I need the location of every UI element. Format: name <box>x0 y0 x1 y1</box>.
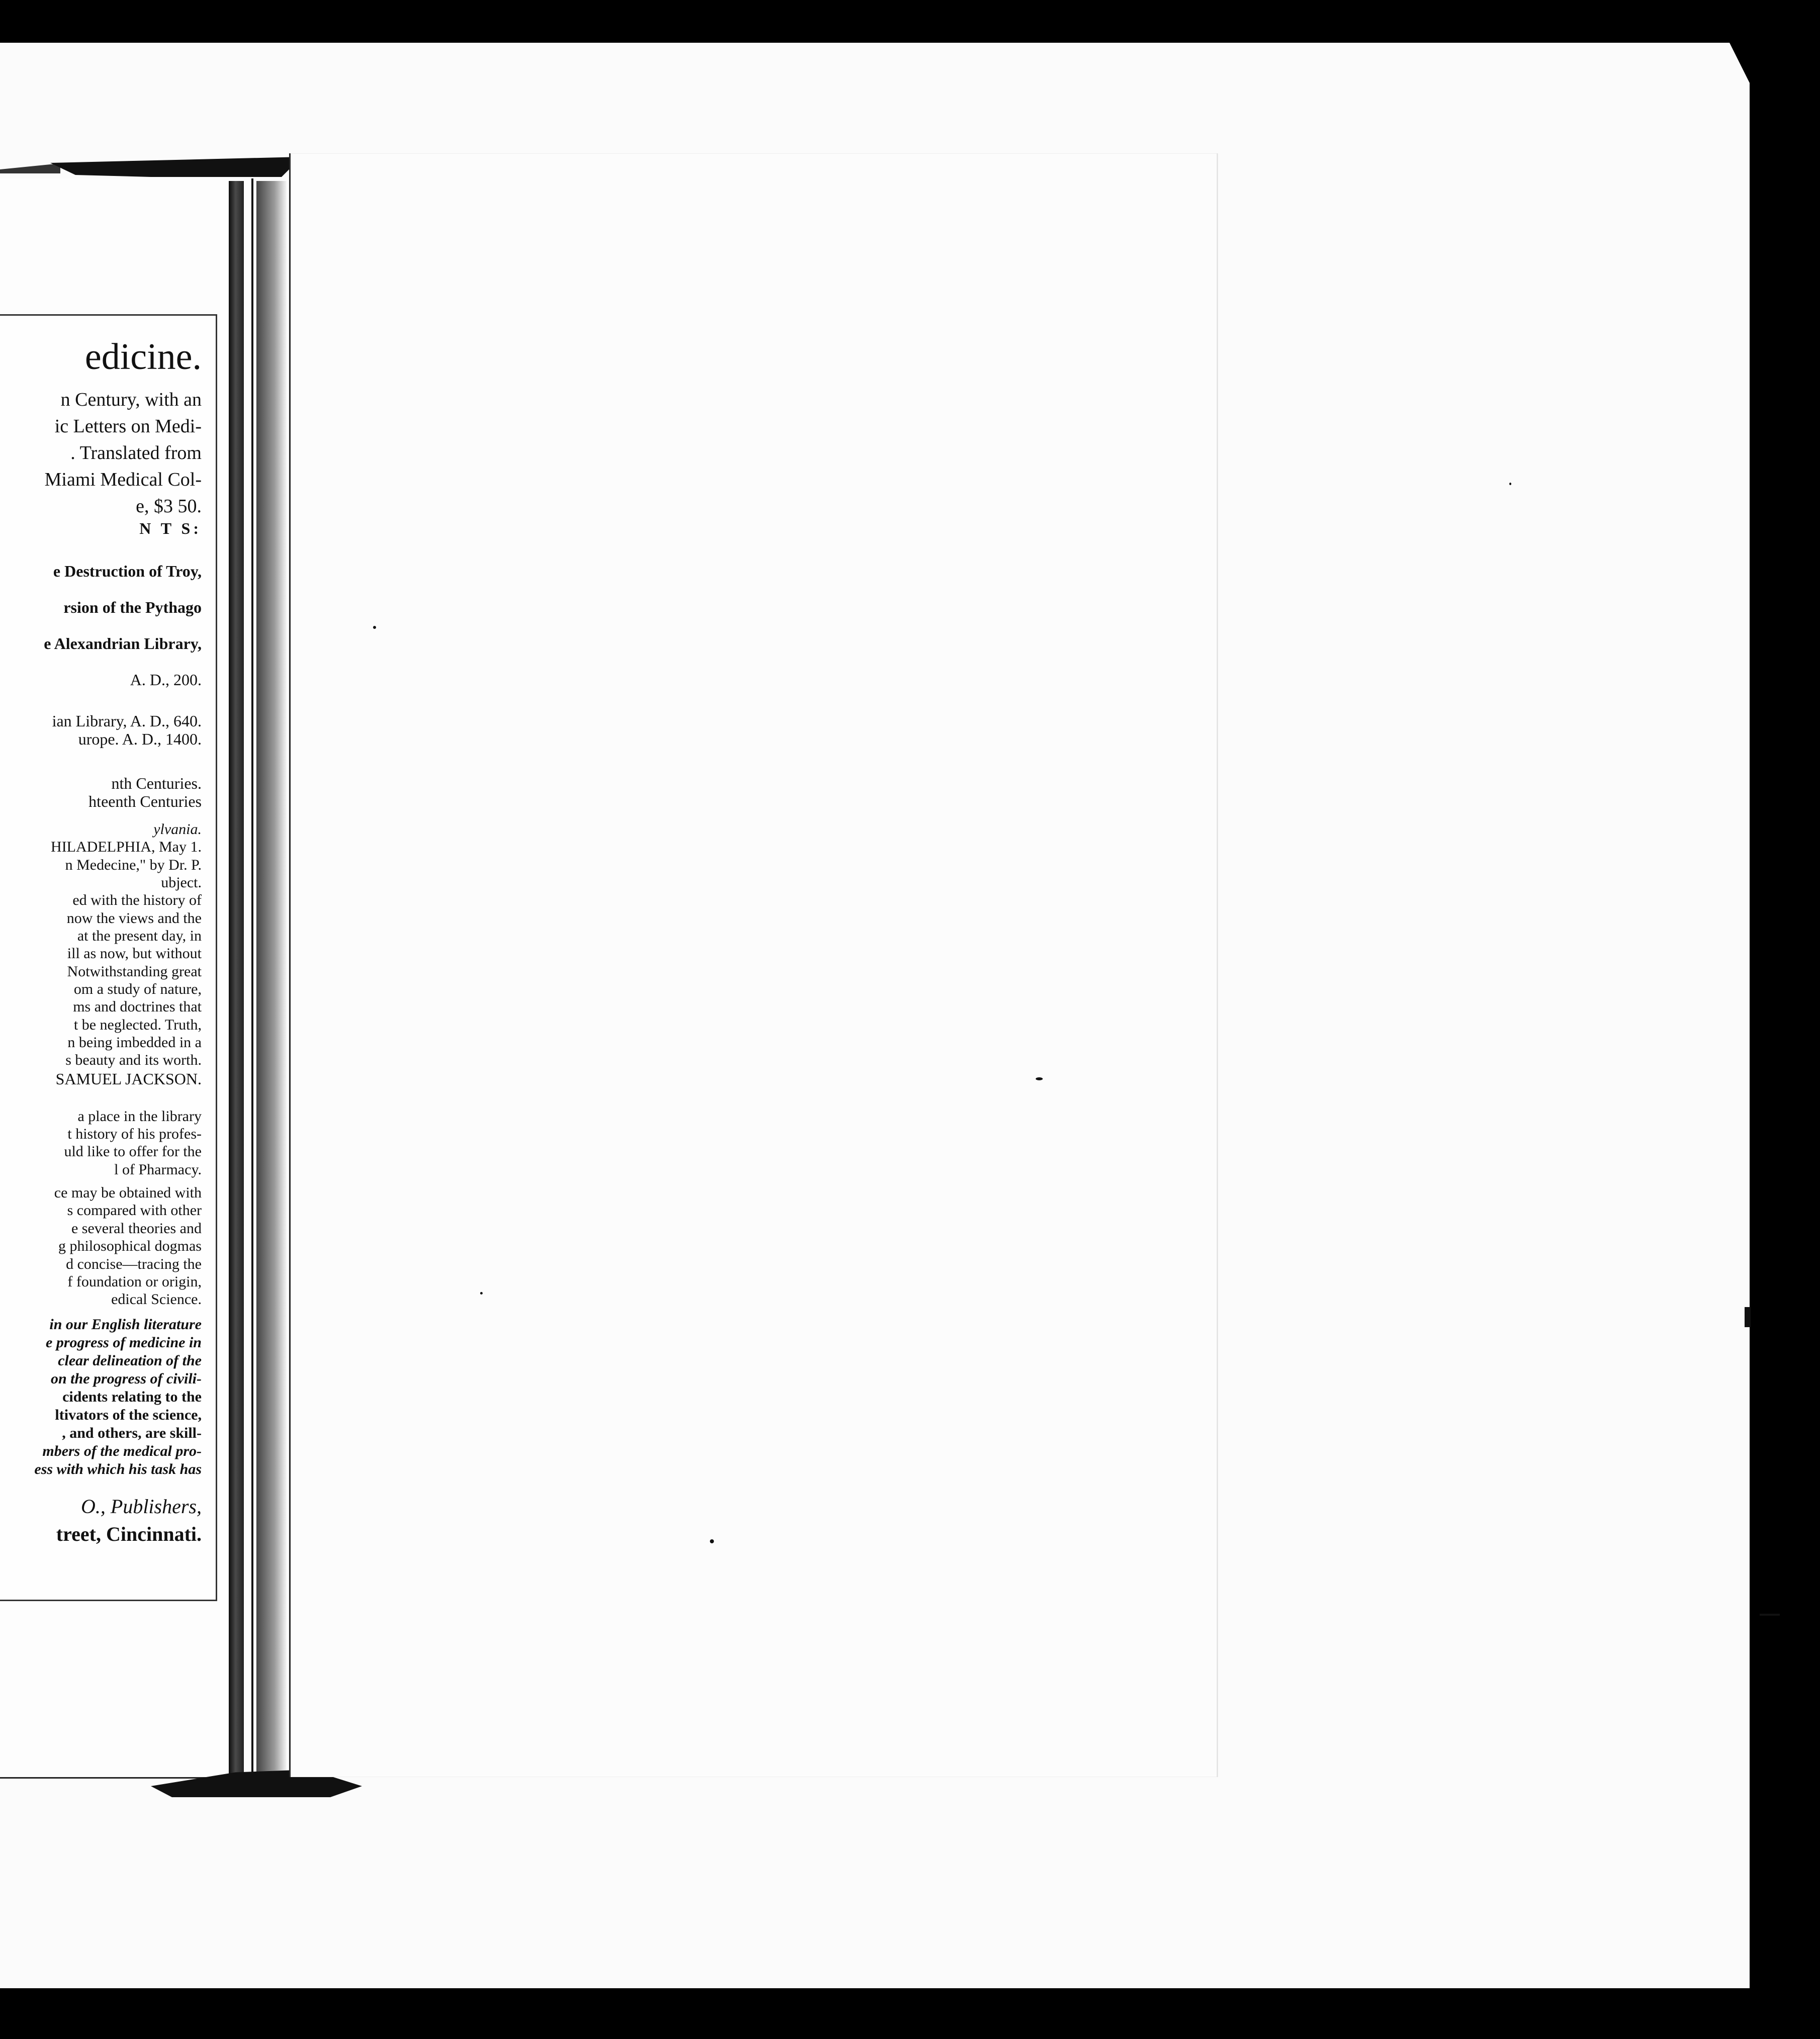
ad-line: ubject. <box>161 874 202 891</box>
ad-line: f foundation or origin, <box>67 1273 202 1290</box>
dust-speck <box>373 626 376 629</box>
ad-line: HILADELPHIA, May 1. <box>51 839 202 855</box>
ad-line: . Translated from <box>70 442 202 464</box>
ad-line: ed with the history of <box>72 892 202 908</box>
dust-speck <box>1509 483 1511 485</box>
ad-line: ill as now, but without <box>67 945 202 962</box>
ad-line: rsion of the Pythago <box>63 598 202 616</box>
ad-line: clear delineation of the <box>58 1352 202 1369</box>
ad-line: ess with which his task has <box>34 1461 202 1477</box>
ad-line: A. D., 200. <box>130 671 202 689</box>
ad-line: a place in the library <box>77 1108 202 1125</box>
ad-line: s beauty and its worth. <box>65 1052 202 1068</box>
ad-line: on the progress of civili- <box>51 1370 202 1387</box>
ad-line: e Destruction of Troy, <box>53 562 202 580</box>
book-gutter-gradient <box>256 181 287 1775</box>
ad-line: t history of his profes- <box>67 1126 202 1142</box>
ad-publisher: O., Publishers, <box>81 1495 202 1518</box>
ad-line: e progress of medicine in <box>46 1334 202 1351</box>
ad-line: s compared with other <box>67 1202 202 1219</box>
ad-contents-heading: N T S: <box>139 519 202 537</box>
dust-speck <box>480 1292 483 1294</box>
ad-line: e several theories and <box>71 1220 202 1237</box>
page-edge <box>1197 153 1218 1777</box>
ad-line: l of Pharmacy. <box>114 1161 202 1178</box>
ad-line: om a study of nature, <box>73 981 202 997</box>
ad-line: hteenth Centuries <box>88 792 202 810</box>
ad-line: n being imbedded in a <box>67 1034 202 1051</box>
ad-line: edical Science. <box>111 1291 202 1308</box>
ad-line: Notwithstanding great <box>67 963 202 980</box>
ad-line: uld like to offer for the <box>64 1143 202 1160</box>
dust-speck <box>710 1539 714 1543</box>
dust-speck <box>1036 1077 1043 1080</box>
ad-line: ltivators of the science, <box>55 1407 202 1423</box>
ad-line: mbers of the medical pro- <box>42 1443 202 1459</box>
ad-line: urope. A. D., 1400. <box>78 730 202 748</box>
ad-line: d concise—tracing the <box>66 1256 202 1272</box>
ad-line: ylvania. <box>153 821 202 838</box>
ad-line: nth Centuries. <box>111 774 202 792</box>
edge-mark <box>1760 1614 1780 1616</box>
ad-line: now the views and the <box>66 910 202 926</box>
ad-line: Miami Medical Col- <box>44 469 202 490</box>
ad-publisher-address: treet, Cincinnati. <box>56 1523 202 1545</box>
ad-line: t be neglected. Truth, <box>73 1016 202 1033</box>
ad-line: ic Letters on Medi- <box>54 416 202 437</box>
ad-line: n Century, with an <box>60 389 202 410</box>
book-gutter-shadow <box>229 181 244 1775</box>
ad-line: n Medecine," by Dr. P. <box>65 857 202 873</box>
ad-line: ian Library, A. D., 640. <box>52 712 202 730</box>
ad-signature: SAMUEL JACKSON. <box>55 1070 202 1088</box>
edge-mark <box>1745 1307 1751 1327</box>
ad-line: , and others, are skill- <box>62 1425 202 1441</box>
advertisement-box <box>0 314 217 1601</box>
ad-line: at the present day, in <box>77 928 202 944</box>
ad-line: e Alexandrian Library, <box>44 634 202 653</box>
ad-line: g philosophical dogmas <box>58 1238 202 1254</box>
ad-title: edicine. <box>84 336 202 378</box>
ad-line: cidents relating to the <box>62 1388 202 1405</box>
ad-line: e, $3 50. <box>136 496 202 517</box>
ad-line: ms and doctrines that <box>73 998 202 1015</box>
ad-line: ce may be obtained with <box>54 1184 202 1201</box>
ad-line: in our English literature <box>49 1316 202 1333</box>
blank-right-page <box>289 153 1218 1777</box>
